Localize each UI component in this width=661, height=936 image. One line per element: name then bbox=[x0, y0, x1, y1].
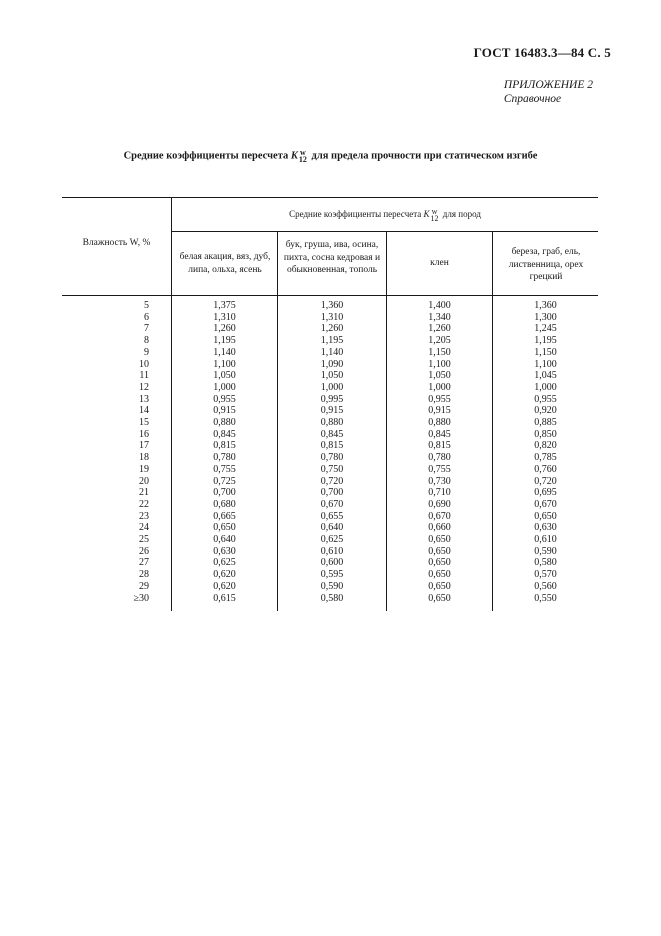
table-row bbox=[62, 511, 598, 523]
moisture-value: 19 bbox=[139, 463, 149, 475]
coefficient-cell: 0,820 bbox=[534, 440, 557, 452]
coefficient-cell: 1,000 bbox=[428, 381, 451, 393]
coefficient-cell: 0,590 bbox=[534, 545, 557, 557]
coefficient-cell: 0,695 bbox=[534, 487, 557, 499]
coefficient-cell: 0,630 bbox=[213, 545, 236, 557]
coefficient-cell: 0,650 bbox=[428, 592, 451, 604]
table-row bbox=[62, 464, 598, 476]
coefficient-cell: 0,885 bbox=[534, 417, 557, 428]
coefficient-cell: 0,780 bbox=[213, 452, 236, 464]
coefficient-cell: 0,640 bbox=[320, 522, 344, 534]
group-before: Средние коэффициенты пересчета bbox=[289, 209, 422, 220]
species-header-3: клен bbox=[430, 258, 449, 268]
table-row bbox=[62, 557, 598, 569]
coefficient-cell: 0,670 bbox=[428, 510, 451, 522]
coefficient-cell: 1,000 bbox=[320, 381, 344, 393]
coefficient-cell: 0,845 bbox=[320, 428, 344, 440]
coefficient-cell: 0,815 bbox=[320, 440, 344, 452]
coefficient-cell: 0,640 bbox=[213, 534, 236, 545]
table-row bbox=[62, 499, 598, 511]
standard-header: ГОСТ 16483.3—84 С. 5 bbox=[473, 45, 611, 60]
coefficient-cell: 1,245 bbox=[534, 323, 557, 335]
coefficient-cell: 0,750 bbox=[320, 463, 344, 475]
moisture-value: 26 bbox=[139, 545, 149, 557]
group-header bbox=[172, 208, 598, 222]
coefficient-cell: 1,000 bbox=[213, 381, 236, 393]
coefficient-cell: 1,050 bbox=[213, 370, 236, 382]
coefficient-cell: 0,620 bbox=[213, 580, 236, 592]
coefficient-cell: 0,650 bbox=[428, 534, 451, 545]
coefficient-cell: 0,815 bbox=[428, 440, 451, 452]
group-after: для пород bbox=[442, 209, 481, 220]
coefficient-cell: 0,610 bbox=[534, 534, 557, 545]
coefficient-cell: 0,955 bbox=[213, 393, 236, 405]
moisture-value: 22 bbox=[139, 498, 149, 510]
coefficient-cell: 0,650 bbox=[428, 569, 451, 581]
coefficient-cell: 0,610 bbox=[320, 545, 344, 557]
moisture-value: 21 bbox=[139, 487, 149, 499]
table-row bbox=[62, 440, 598, 452]
coefficient-cell: 0,915 bbox=[213, 405, 236, 417]
table-row bbox=[62, 417, 598, 429]
title-before: Средние коэффициенты пересчета bbox=[123, 150, 289, 162]
moisture-value: 11 bbox=[139, 370, 149, 382]
table-row bbox=[62, 323, 598, 335]
coefficient-cell: 0,710 bbox=[428, 487, 451, 499]
coefficient-cell: 1,150 bbox=[428, 346, 451, 358]
group-sup: w bbox=[431, 207, 438, 216]
coefficient-cell: 1,100 bbox=[534, 358, 557, 370]
coefficient-cell: 0,660 bbox=[428, 522, 451, 534]
table-row bbox=[62, 534, 598, 546]
coefficient-cell: 0,880 bbox=[213, 417, 236, 428]
coefficient-cell: 1,310 bbox=[213, 311, 236, 323]
coefficient-cell: 0,650 bbox=[428, 557, 451, 569]
group-header-divider bbox=[171, 231, 598, 232]
coefficient-cell: 0,670 bbox=[320, 498, 344, 510]
coefficient-cell: 0,915 bbox=[428, 405, 451, 417]
coefficient-cell: 1,090 bbox=[320, 358, 344, 370]
coefficient-cell: 1,140 bbox=[213, 346, 236, 358]
coefficient-cell: 0,670 bbox=[534, 498, 557, 510]
table-row bbox=[62, 522, 598, 534]
coefficient-cell: 1,360 bbox=[320, 300, 344, 311]
table-row bbox=[62, 347, 598, 359]
coefficient-cell: 0,780 bbox=[428, 452, 451, 464]
coefficient-cell: 0,815 bbox=[213, 440, 236, 452]
coefficient-cell: 0,755 bbox=[213, 463, 236, 475]
table-title bbox=[0, 149, 661, 163]
coefficient-cell: 0,700 bbox=[213, 487, 236, 499]
coefficient-cell: 0,665 bbox=[213, 510, 236, 522]
table-row bbox=[62, 312, 598, 324]
coefficient-cell: 0,760 bbox=[534, 463, 557, 475]
moisture-value: 17 bbox=[139, 440, 149, 452]
coefficient-cell: 1,205 bbox=[428, 335, 451, 347]
coefficient-cell: 1,260 bbox=[213, 323, 236, 335]
coefficient-cell: 0,625 bbox=[320, 534, 344, 545]
coefficient-cell: 1,050 bbox=[320, 370, 344, 382]
coefficient-cell: 0,720 bbox=[534, 475, 557, 487]
table-row bbox=[62, 382, 598, 394]
coefficient-cell: 0,755 bbox=[428, 463, 451, 475]
coefficient-cell: 1,195 bbox=[534, 335, 557, 347]
title-sup: w bbox=[300, 148, 306, 157]
coefficient-cell: 0,845 bbox=[428, 428, 451, 440]
coefficient-cell: 1,400 bbox=[428, 300, 451, 311]
table-row bbox=[62, 546, 598, 558]
moisture-header: Влажность W, % bbox=[82, 238, 151, 248]
coefficient-cell: 0,880 bbox=[320, 417, 344, 428]
coefficient-cell: 1,195 bbox=[213, 335, 236, 347]
coefficient-cell: 1,045 bbox=[534, 370, 557, 382]
coefficient-cell: 0,955 bbox=[428, 393, 451, 405]
coefficient-cell: 0,955 bbox=[534, 393, 557, 405]
table-row bbox=[62, 581, 598, 593]
coefficient-cell: 0,615 bbox=[213, 592, 236, 604]
moisture-value: 20 bbox=[139, 475, 149, 487]
table-row bbox=[62, 487, 598, 499]
coefficient-cell: 0,845 bbox=[213, 428, 236, 440]
coefficient-cell: 0,920 bbox=[534, 405, 557, 417]
coefficient-cell: 0,625 bbox=[213, 557, 236, 569]
group-sub: 12 bbox=[430, 214, 439, 223]
moisture-value: 24 bbox=[139, 522, 149, 534]
coefficient-cell: 0,560 bbox=[534, 580, 557, 592]
coefficient-cell: 1,340 bbox=[428, 311, 451, 323]
coefficient-cell: 1,195 bbox=[320, 335, 344, 347]
coefficient-cell: 0,600 bbox=[320, 557, 344, 569]
table-row bbox=[62, 452, 598, 464]
moisture-value: 14 bbox=[139, 405, 149, 417]
title-symbol: K bbox=[290, 150, 298, 162]
coefficient-cell: 1,100 bbox=[213, 358, 236, 370]
species-header-1: белая акация, вяз, дуб, липа, ольха, ясень bbox=[179, 252, 271, 275]
table-top-border bbox=[62, 197, 598, 198]
coefficient-cell: 0,650 bbox=[534, 510, 557, 522]
coefficient-cell: 1,150 bbox=[534, 346, 557, 358]
appendix-block bbox=[504, 78, 593, 106]
group-symbol: K bbox=[423, 209, 430, 220]
coefficient-cell: 0,650 bbox=[213, 522, 236, 534]
moisture-value: 13 bbox=[139, 393, 149, 405]
appendix-note: Справочное bbox=[503, 93, 562, 105]
coefficient-cell: 0,650 bbox=[428, 580, 451, 592]
coefficient-cell: 1,140 bbox=[320, 346, 344, 358]
moisture-value: 25 bbox=[139, 534, 149, 545]
coefficient-cell: 0,995 bbox=[320, 393, 344, 405]
coefficient-cell: 1,260 bbox=[320, 323, 344, 335]
coefficient-cell: 1,310 bbox=[320, 311, 344, 323]
coefficient-cell: 0,720 bbox=[320, 475, 344, 487]
moisture-value: 12 bbox=[139, 381, 149, 393]
moisture-value: 7 bbox=[144, 323, 149, 335]
coefficient-cell: 1,050 bbox=[428, 370, 451, 382]
moisture-value: 9 bbox=[144, 346, 149, 358]
table-row bbox=[62, 394, 598, 406]
coefficient-cell: 0,570 bbox=[534, 569, 557, 581]
table-row bbox=[62, 359, 598, 371]
moisture-value: 18 bbox=[139, 452, 149, 464]
moisture-value: 23 bbox=[139, 510, 149, 522]
coefficient-cell: 1,375 bbox=[213, 300, 236, 311]
moisture-value: 16 bbox=[139, 428, 149, 440]
coefficients-table bbox=[62, 197, 598, 611]
moisture-value: 29 bbox=[139, 580, 149, 592]
table-row bbox=[62, 370, 598, 382]
moisture-value: 28 bbox=[139, 569, 149, 581]
coefficient-cell: 0,655 bbox=[320, 510, 344, 522]
coefficient-cell: 0,630 bbox=[534, 522, 557, 534]
species-header-2: бук, груша, ива, осина, пихта, сосна кедровая и обыкновенная, тополь bbox=[283, 240, 381, 275]
header-bottom-border bbox=[62, 295, 598, 296]
species-header-4: береза, граб, ель, лиственница, орех грецкий bbox=[508, 247, 584, 282]
coefficient-cell: 0,730 bbox=[428, 475, 451, 487]
coefficient-cell: 0,550 bbox=[534, 592, 557, 604]
coefficient-cell: 1,100 bbox=[428, 358, 451, 370]
coefficient-cell: 1,300 bbox=[534, 311, 557, 323]
coefficient-cell: 0,620 bbox=[213, 569, 236, 581]
moisture-value: 6 bbox=[144, 311, 149, 323]
table-row bbox=[62, 300, 598, 312]
table-row bbox=[62, 569, 598, 581]
title-sub: 12 bbox=[298, 155, 307, 164]
coefficient-cell: 1,260 bbox=[428, 323, 451, 335]
moisture-value: ≥30 bbox=[133, 592, 149, 604]
table-row bbox=[62, 335, 598, 347]
moisture-value: 5 bbox=[144, 300, 149, 311]
coefficient-cell: 0,700 bbox=[320, 487, 344, 499]
coefficient-cell: 0,580 bbox=[534, 557, 557, 569]
table-row bbox=[62, 405, 598, 417]
appendix-label: ПРИЛОЖЕНИЕ 2 bbox=[503, 79, 593, 91]
coefficient-cell: 0,595 bbox=[320, 569, 344, 581]
table-row bbox=[62, 593, 598, 605]
title-after: для предела прочности при статическом изгибе bbox=[311, 150, 538, 162]
coefficient-cell: 1,360 bbox=[534, 300, 557, 311]
coefficient-cell: 0,850 bbox=[534, 428, 557, 440]
table-row bbox=[62, 429, 598, 441]
coefficient-cell: 0,590 bbox=[320, 580, 344, 592]
moisture-value: 27 bbox=[139, 557, 149, 569]
coefficient-cell: 1,000 bbox=[534, 381, 557, 393]
moisture-value: 15 bbox=[139, 417, 149, 428]
coefficient-cell: 0,880 bbox=[428, 417, 451, 428]
coefficient-cell: 0,680 bbox=[213, 498, 236, 510]
coefficient-cell: 0,690 bbox=[428, 498, 451, 510]
coefficient-cell: 0,780 bbox=[320, 452, 344, 464]
moisture-value: 10 bbox=[139, 358, 149, 370]
coefficient-cell: 0,915 bbox=[320, 405, 344, 417]
coefficient-cell: 0,725 bbox=[213, 475, 236, 487]
coefficient-cell: 0,650 bbox=[428, 545, 451, 557]
coefficient-cell: 0,580 bbox=[320, 592, 344, 604]
moisture-value: 8 bbox=[144, 335, 149, 347]
table-row bbox=[62, 476, 598, 488]
coefficient-cell: 0,785 bbox=[534, 452, 557, 464]
